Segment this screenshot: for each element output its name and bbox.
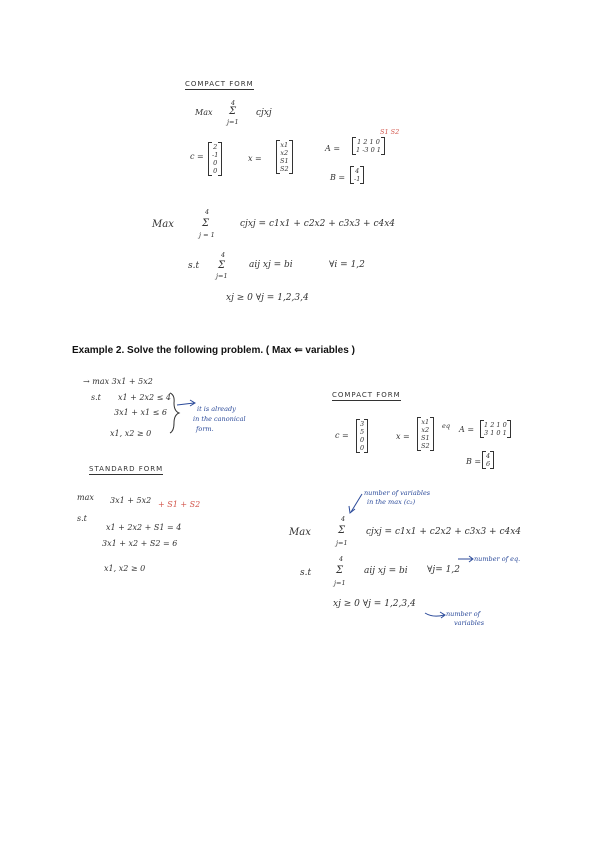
arrow-canonical-head-icon: [190, 400, 195, 406]
sf-objective: 3x1 + 5x2: [110, 496, 152, 505]
canonical-note-line: it is already: [197, 405, 236, 413]
c-vector-1-entry: 0: [213, 167, 218, 175]
compact-form-heading-2: COMPACT FORM: [332, 391, 401, 399]
big-obj-expr: cjxj = c1x1 + c2x2 + c3x3 + c4x4: [240, 219, 396, 229]
arrow-variables-head-icon: [349, 506, 355, 513]
st-sigma-bottom-2: j=1: [334, 579, 346, 587]
x-vector-1-entry: S2: [280, 165, 289, 173]
a-label-1: A =: [325, 144, 341, 153]
sf-slack-terms: + S1 + S2: [158, 500, 201, 509]
x-label-2: x =: [396, 432, 410, 441]
x-vector-1-entry: x2: [280, 149, 289, 157]
arrow-variables-icon: [351, 494, 362, 512]
problem-nonneg: x1, x2 ≥ 0: [110, 429, 152, 438]
standard-form-heading: STANDARD FORM: [89, 465, 164, 473]
x-vector-2: [417, 417, 434, 451]
nonneg-1: xj ≥ 0 ∀j = 1,2,3,4: [226, 293, 309, 303]
obj-sigma-bottom: j=1: [227, 118, 239, 126]
sf-st-label: s.t: [77, 514, 87, 523]
note-number-of-variables-2: number of: [446, 610, 481, 618]
obj-sigma-top: 4: [231, 99, 236, 107]
obj-term: cjxj: [256, 108, 272, 118]
canonical-note-line: form.: [196, 425, 214, 433]
canonical-note-line: in the canonical: [193, 415, 246, 423]
problem-constraint-2: 3x1 + x1 ≤ 6: [114, 408, 167, 417]
sf-constraint-1: x1 + 2x2 + S1 = 4: [106, 523, 182, 532]
st-sigma-top-2: 4: [339, 555, 344, 563]
constraint-brace: [170, 393, 179, 433]
b-vector-2-entry: 6: [486, 460, 491, 468]
b-vector-2-entry: 4: [486, 452, 491, 460]
arrow-variables2-icon: [425, 613, 444, 616]
example-heading: Example 2. Solve the following problem. ( Max ⇐ variables ): [72, 345, 355, 356]
c-vector-2: [356, 419, 368, 453]
note-number-of-variables-2: variables: [454, 619, 485, 627]
obj-max-label: Max: [195, 108, 213, 117]
st-sigma-top-1: 4: [221, 251, 226, 259]
st-expr-1: aij xj = bi: [249, 260, 293, 270]
a-matrix-2: [480, 420, 511, 438]
obj-sigma-top-2: 4: [341, 515, 346, 523]
note-number-of-eq: number of eq.: [474, 555, 521, 563]
c-vector-2-entry: 3: [360, 420, 365, 428]
problem-objective: → max 3x1 + 5x2: [83, 377, 153, 386]
a-matrix-1-row: 1 -3 0 1: [356, 146, 381, 154]
b-label-1: B =: [330, 173, 346, 182]
obj-sigma-2: Σ: [338, 525, 346, 536]
c-vector-1-entry: -1: [212, 151, 219, 159]
x-vector-2-entry: S1: [421, 434, 430, 442]
c-vector-1: [208, 142, 222, 176]
x-vector-2-entry: x1: [421, 418, 430, 426]
c-label-1: c =: [190, 152, 204, 161]
note-number-of-variables: in the max (c₂): [367, 498, 416, 506]
b-vector-1-entry: 4: [355, 167, 360, 175]
st-sigma-2: Σ: [336, 565, 344, 576]
sf-max-label: max: [77, 493, 94, 502]
st-label-2: s.t: [300, 568, 312, 578]
st-expr-2: aij xj = bi: [364, 566, 408, 576]
c-vector-1-entry: 2: [213, 143, 218, 151]
b-vector-2: [482, 451, 494, 469]
b-label-2: B =: [466, 457, 482, 466]
sf-nonneg: x1, x2 ≥ 0: [104, 564, 146, 573]
big-obj-sigma-bottom: j = 1: [199, 231, 215, 239]
st-sigma-bottom-1: j=1: [216, 272, 228, 280]
note-number-of-variables: number of variables: [364, 489, 431, 497]
obj-max-label-2: Max: [289, 527, 311, 538]
c-label-2: c =: [335, 431, 349, 440]
a-matrix-2-row: 3 1 0 1: [484, 429, 507, 437]
c-vector-2-entry: 5: [360, 428, 365, 436]
st-sigma-1: Σ: [218, 260, 226, 271]
b-vector-1-entry: -1: [354, 175, 361, 183]
arrow-variables2-head-icon: [440, 612, 445, 618]
arrow-eq-head-icon: [469, 556, 473, 562]
x-label-1: x =: [248, 154, 262, 163]
a-note-1: S1 S2: [380, 128, 400, 136]
x-vector-1-entry: S1: [280, 157, 289, 165]
x-vector-2-suffix: eq: [442, 422, 451, 430]
big-obj-sigma: Σ: [202, 218, 210, 229]
big-obj-max: Max: [152, 219, 174, 230]
obj-sigma: Σ: [229, 106, 237, 117]
x-vector-1-entry: x1: [280, 141, 289, 149]
problem-constraint-1: x1 + 2x2 ≤ 4: [118, 393, 171, 402]
x-vector-2-entry: S2: [421, 442, 430, 450]
a-matrix-1-row: 1 2 1 0: [357, 138, 380, 146]
a-matrix-2-row: 1 2 1 0: [484, 421, 507, 429]
a-matrix-1: [352, 137, 385, 155]
c-vector-2-entry: 0: [360, 444, 365, 452]
st-forall-2: ∀j= 1,2: [427, 565, 460, 575]
a-label-2: A =: [459, 425, 475, 434]
arrow-canonical-icon: [177, 403, 194, 405]
big-obj-sigma-top: 4: [205, 208, 210, 216]
b-vector-1: [350, 166, 364, 184]
st-forall-1: ∀i = 1,2: [329, 260, 365, 270]
nonneg-2: xj ≥ 0 ∀j = 1,2,3,4: [333, 599, 416, 609]
x-vector-1: [276, 140, 293, 174]
c-vector-1-entry: 0: [213, 159, 218, 167]
sf-constraint-2: 3x1 + x2 + S2 = 6: [102, 539, 178, 548]
obj-expr-2: cjxj = c1x1 + c2x2 + c3x3 + c4x4: [366, 527, 522, 537]
compact-form-heading-1: COMPACT FORM: [185, 80, 254, 88]
st-label-1: s.t: [188, 261, 200, 271]
problem-st-label: s.t: [91, 393, 101, 402]
c-vector-2-entry: 0: [360, 436, 365, 444]
x-vector-2-entry: x2: [421, 426, 430, 434]
obj-sigma-bottom-2: j=1: [336, 539, 348, 547]
